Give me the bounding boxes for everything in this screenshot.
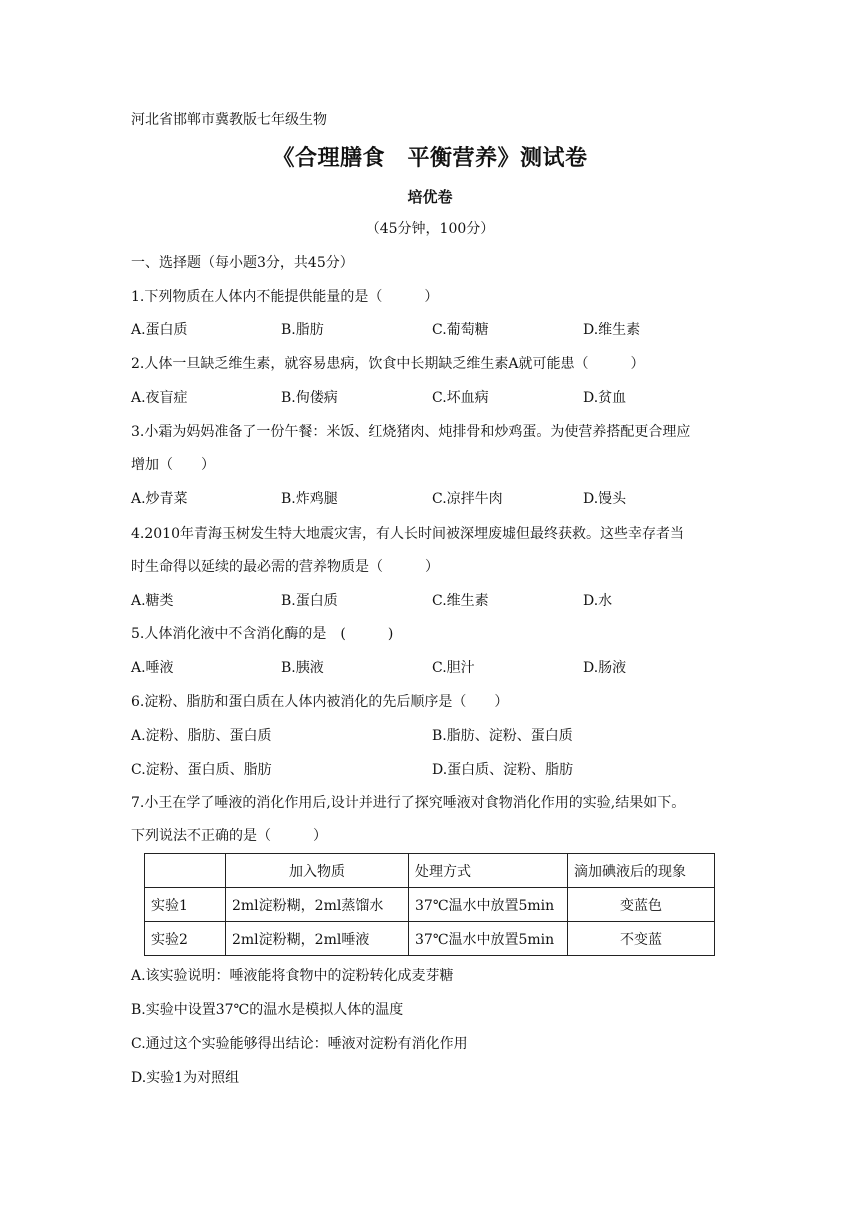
option-b: B.佝偻病 (281, 390, 338, 406)
question-1-options (131, 320, 731, 340)
table-cell: 不变蓝 (568, 922, 715, 956)
option-d: D.维生素 (583, 322, 641, 338)
option-b: B.炸鸡腿 (281, 491, 338, 507)
option-b: B.蛋白质 (281, 593, 338, 609)
table-cell: 实验1 (145, 888, 226, 922)
table-header-cell (145, 854, 226, 888)
option-b: B.脂肪 (281, 322, 324, 338)
experiment-table (144, 853, 715, 956)
question-7-stem-line-1: 7.小王在学了唾液的消化作用后,设计并进行了探究唾液对食物消化作用的实验,结果如下。 (131, 795, 686, 811)
option-a: A.蛋白质 (131, 322, 188, 338)
table-row (145, 888, 715, 922)
option-d: D.蛋白质、淀粉、脂肪 (432, 762, 574, 778)
table-cell: 37℃温水中放置5min (409, 922, 568, 956)
table-cell: 2ml淀粉糊，2ml唾液 (226, 922, 409, 956)
option-b: B.胰液 (281, 660, 324, 676)
option-a: A.唾液 (131, 660, 174, 676)
option-c: C.葡萄糖 (432, 322, 489, 338)
page-subtitle: 培优卷 (407, 188, 453, 206)
document-region-label: 河北省邯郸市冀教版七年级生物 (131, 112, 327, 128)
question-3-stem-line-1: 3.小霜为妈妈准备了一份午餐：米饭、红烧猪肉、炖排骨和炒鸡蛋。为使营养搭配更合理应 (131, 424, 691, 440)
exam-time-score-note: （45分钟，100分） (365, 221, 495, 237)
table-header-cell: 加入物质 (226, 854, 409, 888)
section-heading: 一、选择题（每小题3分，共45分） (131, 255, 354, 271)
table-header-cell: 处理方式 (409, 854, 568, 888)
question-7-option-a: A.该实验说明：唾液能将食物中的淀粉转化成麦芽糖 (131, 968, 454, 984)
option-d: D.贫血 (583, 390, 627, 406)
question-2-stem: 2.人体一旦缺乏维生素，就容易患病，饮食中长期缺乏维生素A就可能患（ ） (131, 356, 645, 372)
question-3-options (131, 489, 731, 509)
question-4-stem-line-1: 4.2010年青海玉树发生特大地震灾害，有人长时间被深埋废墟但最终获救。这些幸存者当 (131, 526, 684, 542)
question-7-option-c: C.通过这个实验能够得出结论：唾液对淀粉有消化作用 (131, 1036, 468, 1052)
table-header-row (145, 854, 715, 888)
question-3-stem-line-2: 增加（ ） (131, 457, 215, 473)
option-b: B.脂肪、淀粉、蛋白质 (432, 728, 573, 744)
option-a: A.淀粉、脂肪、蛋白质 (131, 728, 272, 744)
question-7-option-d: D.实验1为对照组 (131, 1070, 240, 1086)
table-header-cell: 滴加碘液后的现象 (568, 854, 715, 888)
option-a: A.炒青菜 (131, 491, 188, 507)
question-4-stem-line-2: 时生命得以延续的最必需的营养物质是（ ） (131, 559, 439, 575)
question-4-options (131, 591, 731, 611)
option-c: C.淀粉、蛋白质、脂肪 (131, 762, 272, 778)
option-c: C.坏血病 (432, 390, 489, 406)
question-1-stem: 1.下列物质在人体内不能提供能量的是（ ） (131, 289, 439, 305)
question-2-options (131, 388, 731, 408)
option-d: D.水 (583, 593, 613, 609)
option-c: C.凉拌牛肉 (432, 491, 503, 507)
table-cell: 37℃温水中放置5min (409, 888, 568, 922)
option-a: A.夜盲症 (131, 390, 188, 406)
page-title: 《合理膳食 平衡营养》测试卷 (272, 145, 588, 171)
option-a: A.糖类 (131, 593, 174, 609)
question-5-stem: 5.人体消化液中不含消化酶的是 ( ) (131, 626, 394, 642)
option-d: D.肠液 (583, 660, 627, 676)
option-d: D.馒头 (583, 491, 627, 507)
table-cell: 实验2 (145, 922, 226, 956)
option-c: C.维生素 (432, 593, 489, 609)
table-row (145, 922, 715, 956)
table-cell: 2ml淀粉糊，2ml蒸馏水 (226, 888, 409, 922)
question-7-option-b: B.实验中设置37℃的温水是模拟人体的温度 (131, 1002, 404, 1018)
question-5-options (131, 658, 731, 678)
question-6-stem: 6.淀粉、脂肪和蛋白质在人体内被消化的先后顺序是（ ） (131, 694, 509, 710)
question-6-options-row-2 (131, 760, 731, 780)
option-c: C.胆汁 (432, 660, 475, 676)
table-cell: 变蓝色 (568, 888, 715, 922)
question-7-stem-line-2: 下列说法不正确的是（ ） (131, 828, 327, 844)
question-6-options-row-1 (131, 726, 731, 746)
